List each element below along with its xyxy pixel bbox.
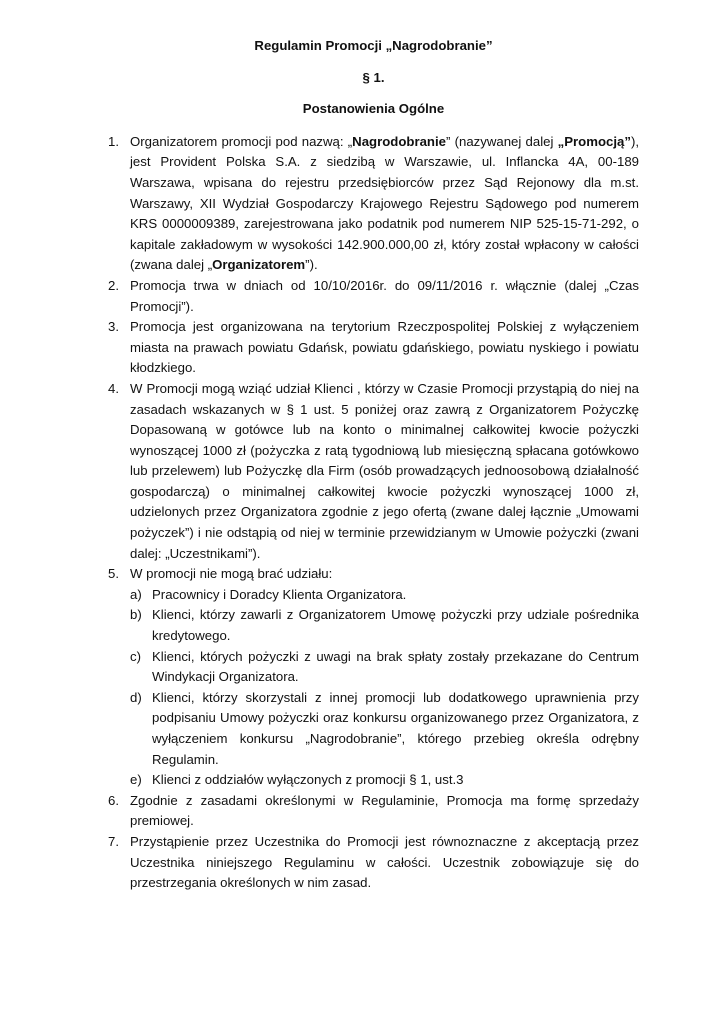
promotion-term: „Promocją” bbox=[557, 133, 631, 149]
document-title: Regulamin Promocji „Nagrodobranie” bbox=[254, 38, 493, 53]
item-number: 2. bbox=[108, 277, 119, 293]
terms-list bbox=[108, 132, 639, 894]
sub-list-item bbox=[130, 605, 639, 646]
text-fragment: ”). bbox=[305, 257, 318, 273]
list-item bbox=[108, 276, 639, 317]
item-number: 3. bbox=[108, 319, 119, 335]
sub-item-letter: b) bbox=[130, 607, 142, 623]
sub-item-text: Klienci z oddziałów wyłączonych z promocji § 1, ust.3 bbox=[152, 772, 464, 788]
item-number: 4. bbox=[108, 380, 119, 396]
organizer-term: Organizatorem bbox=[212, 257, 306, 273]
list-item bbox=[108, 132, 639, 276]
sub-list-item bbox=[130, 688, 639, 770]
item-text: Promocja jest organizowana na terytorium Rzeczpospolitej Polskiej z wyłączeniem miasta na prawach powiatu Gdańsk, powiatu gdańskiego, powiatu nyskiego i powiatu kłodzkiego. bbox=[130, 319, 639, 376]
item-text bbox=[130, 134, 639, 273]
exclusions-list bbox=[130, 585, 639, 791]
list-item bbox=[108, 564, 639, 791]
item-text: Przystąpienie przez Uczestnika do Promocji jest równoznaczne z akceptacją przez Uczestnika niniejszego Regulaminu w całości. Uczestnik zobowiązuje się do przestrzegania określonych w nim zasad. bbox=[130, 833, 639, 891]
section-title: Postanowienia Ogólne bbox=[302, 101, 445, 117]
item-text: Zgodnie z zasadami określonymi w Regulaminie, Promocja ma formę sprzedaży premiowej. bbox=[130, 792, 639, 829]
list-item bbox=[108, 832, 639, 894]
list-item bbox=[108, 317, 639, 379]
item-number: 1. bbox=[108, 133, 119, 149]
sub-list-item bbox=[130, 770, 639, 791]
sub-item-letter: d) bbox=[130, 689, 142, 705]
text-fragment: ” (nazywanej dalej bbox=[445, 133, 558, 149]
promotion-name: Nagrodobranie bbox=[352, 133, 446, 149]
sub-item-text: Klienci, których pożyczki z uwagi na brak spłaty zostały przekazane do Centrum Windykacji Organizatora. bbox=[152, 648, 639, 685]
sub-item-letter: e) bbox=[130, 772, 142, 788]
item-text: W Promocji mogą wziąć udział Klienci , którzy w Czasie Promocji przystąpią do niej na zasadach wskazanych w § 1 ust. 5 poniżej oraz zawrą z Organizatorem Pożyczkę Dopasowaną w gotówce lub na konto o minimalnej całkowitej kwocie pożyczki wynoszącej 1000 zł (pożyczka z ratą tygodniową lub miesięczną spłacana gotówkowo lub przelewem) lub Pożyczkę dla Firm (osób prowadzących jednoosobową działalność gospodarczą) o minimalnej całkowitej kwocie pożyczki wynoszącej 1000 zł, udzielonych przez Organizatora zgodnie z jego ofertą (zwane dalej łącznie „Umowami pożyczek”) i nie odstąpią od niej w terminie przewidzianym w Umowie pożyczki (zwani dalej: „Uczestnikami”). bbox=[130, 380, 639, 561]
sub-item-letter: c) bbox=[130, 648, 141, 664]
list-item bbox=[108, 791, 639, 832]
item-number: 5. bbox=[108, 566, 119, 582]
list-item bbox=[108, 379, 639, 564]
section-number: § 1. bbox=[362, 69, 385, 85]
text-fragment: ), jest Provident Polska S.A. z siedzibą w Warszawie, ul. Inflancka 4A, 00-189 Warszawa, wpisana do rejestru przedsiębiorców przez Sąd Rejonowy dla m.st. Warszawy, XII Wydział Gospodarczy Krajowego Rejestru Sądowego pod numerem KRS 0000009389, zarejestrowana jako podatnik pod numerem NIP 525-15-71-292, o kapitale zakładowym w wysokości 142.900.000,00 zł, który został wpłacony w całości (zwana dalej „ bbox=[130, 133, 639, 273]
sub-item-text: Pracownicy i Doradcy Klienta Organizatora. bbox=[152, 586, 407, 602]
sub-list-item bbox=[130, 647, 639, 688]
sub-item-letter: a) bbox=[130, 586, 142, 602]
sub-item-text: Klienci, którzy zawarli z Organizatorem Umowę pożyczki przy udziale pośrednika kredytowego. bbox=[152, 607, 639, 644]
item-number: 7. bbox=[108, 833, 119, 849]
item-text: Promocja trwa w dniach od 10/10/2016r. do 09/11/2016 r. włącznie (dalej „Czas Promocji”). bbox=[130, 277, 639, 314]
item-text: W promocji nie mogą brać udziału: bbox=[130, 566, 333, 582]
text-fragment: Organizatorem promocji pod nazwą: „ bbox=[130, 133, 353, 149]
sub-list-item bbox=[130, 585, 639, 606]
sub-item-text: Klienci, którzy skorzystali z innej promocji lub dodatkowego uprawnienia przy podpisaniu Umowy pożyczki oraz konkursu organizowanego przez Organizatora, z wyłączeniem konkursu „Nagrodobranie”, którego przebieg określa odrębny Regulamin. bbox=[152, 689, 639, 767]
item-number: 6. bbox=[108, 792, 119, 808]
